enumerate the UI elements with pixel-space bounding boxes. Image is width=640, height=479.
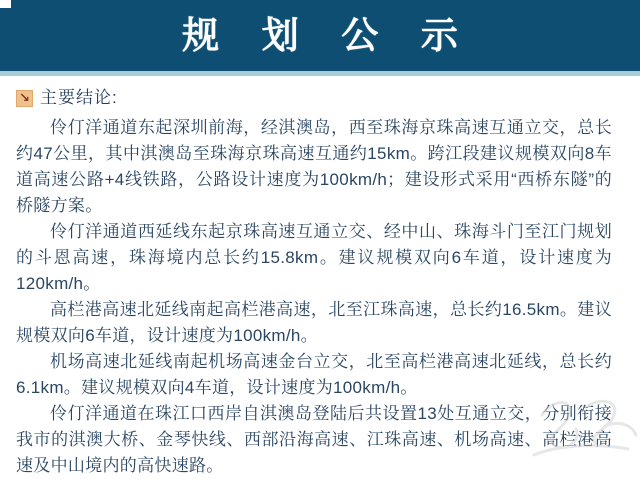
paragraph-airport-expressway-north-extension: 机场高速北延线南起机场高速金台立交，北至高栏港高速北延线，总长约6.1km。建议规模双向4车道，设计速度为100km/h。 [16, 352, 612, 397]
paragraph-lingdingyang-channel: 伶仃洋通道东起深圳前海，经淇澳岛，西至珠海京珠高速互通立交，总长约47公里，其中淇澳岛至珠海京珠高速互通约15km。跨江段建议规模双向8车道高速公路+4线铁路，公路设计速度为100km/h；建设形式采用“西桥东隧”的桥隧方案。 [16, 118, 612, 215]
southeast-arrow-icon: ↘ [16, 90, 33, 107]
paragraph-interchanges: 伶仃洋通道在珠江口西岸自淇澳岛登陆后共设置13处互通立交，分别衔接我市的淇澳大桥、金琴快线、西部沿海高速、江珠高速、机场高速、高栏港高速及中山境内的高快速路。 [16, 404, 612, 475]
corner-blank [0, 0, 11, 8]
section-heading [16, 87, 612, 109]
section-heading-label: 主要结论: [40, 88, 118, 107]
paragraph-gaolangang-north-extension: 高栏港高速北延线南起高栏港高速，北至江珠高速，总长约16.5km。建议规模双向6车道，设计速度为100km/h。 [16, 300, 612, 345]
paragraph-west-extension: 伶仃洋通道西延线东起京珠高速互通立交、经中山、珠海斗门至江门规划的斗恩高速，珠海境内总长约15.8km。建议规模双向6车道，设计速度为120km/h。 [16, 222, 612, 293]
page-title: 规划公示 [182, 15, 501, 56]
conclusions-text [16, 115, 612, 479]
notice-content [0, 76, 640, 479]
header-banner [0, 0, 640, 71]
